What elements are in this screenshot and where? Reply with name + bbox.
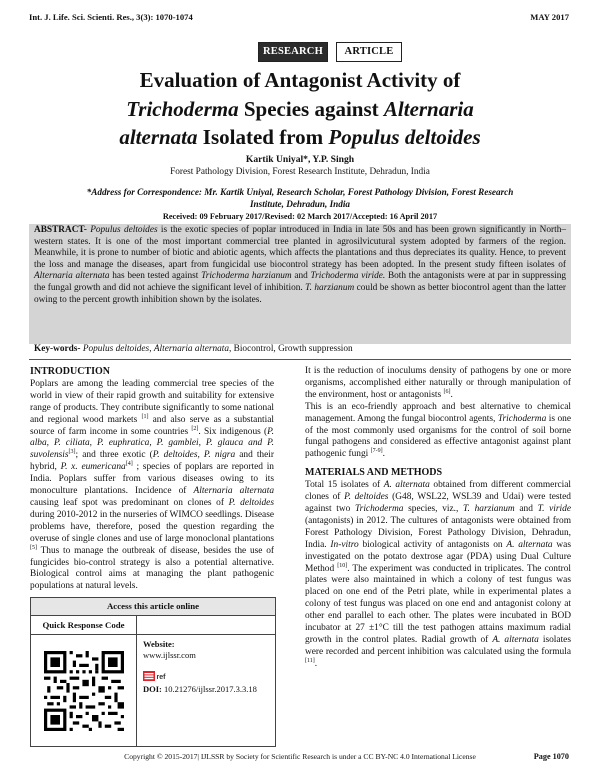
access-label-row	[31, 616, 275, 635]
introduction-heading: INTRODUCTION	[30, 366, 111, 377]
submission-dates: Received: 09 February 2017/Revised: 02 March 2017/Accepted: 16 April 2017	[162, 212, 438, 221]
methods-heading: MATERIALS AND METHODS	[305, 467, 443, 479]
qr-code-icon	[44, 651, 124, 731]
abstract-label: ABSTRACT-	[34, 225, 87, 235]
crossref-logo-text: ref	[156, 674, 166, 681]
access-body	[31, 635, 275, 746]
crossref-logo-icon	[143, 671, 173, 681]
qr-code[interactable]	[31, 635, 137, 746]
journal-citation: Int. J. Life. Sci. Scienti. Res., 3(3): 1070-1074	[29, 12, 193, 22]
website-link[interactable]: www.ijlssr.com	[143, 650, 196, 660]
doi-label: DOI:	[143, 684, 162, 694]
website-label: Website:	[143, 639, 175, 649]
research-tag: RESEARCH	[258, 42, 328, 62]
ecofriendly-paragraph: This is an eco-friendly approach and best alternative to chemical management. Among the fungal biocontrol agents, Trichoderma is one of the most commonly used organisms for the control of soil borne fungal pathogens and considered as effective antagonist against plant pathogenic fungi [7-9].	[305, 401, 571, 460]
methods-paragraph: Total 15 isolates of A. alternata obtained from different commercial clones of P. deltoides (G48, WSL22, WSL39 and Udai) were tested against two Trichoderma species, viz., T. harzianum and T. viride (antagonists) in 2012. The cultures of antagonists were obtained from Forest Pathology Division, Forest Pathology Division, Dehradun, India. In-vitro biological activity of antagonists on A. alternata was investigated on the potato dextrose agar (PDA) using Dual Culture Method [10]. The experiment was conducted in triplicates. The control plates were also maintained in which a colony of test fungus was placed on one end of the Petri plate, while in experimental plates a colony of test fungus was placed on one end and antagonist colony at other end parallel to each other. The plates were incubated in BOD incubator at 27 ±1°C till the test pathogen attains maximum radial growth in the control plates. Radial growth of A. alternata isolates were recorded and percent inhibition was calculated using the formula [11].	[305, 480, 572, 669]
copyright-footer: Copyright © 2015-2017| IJLSSR by Society for Scientific Research is under a CC BY-NC 4.0 International License	[124, 752, 476, 761]
page-number: Page 1070	[533, 752, 569, 761]
doi-link[interactable]: 10.21276/ijlssr.2017.3.3.18	[164, 684, 257, 694]
right-column	[305, 366, 571, 671]
introduction-paragraph: Poplars are among the leading commercial tree species of the world in view of their rapid growth and suitability for extensive range of products. They contribute significantly to some national and regional wood markets [1] and also serve as a substantial source of farm income in some countries [2]. Six indigenous (P. alba, P. ciliata, P. euphratica, P. gamblei, P. glauca and P. suvolensis[3]; and three exotic (P. deltoides, P. nigra and their hybrid, P. x. eumericana[4] ; species of poplars are reported in India. Poplars suffer from various diseases owing to its monoculture plantations. Incidence of Alternaria alternata causing leaf spot was predominant on clones of P. deltoides during 2010-2012 in the nurseries of WIMCO seedlings. Disease problems have, therefore, posed the question regarding the overuse of single clones and use of large monoclonal plantations [5] Thus to manage the outbreak of disease, besides the use of fungicides bio-control strategy is also a potential alternative. Biological control aims at managing the plant pathogenic populations at natural levels.	[30, 378, 275, 592]
keywords-label: Key-words-	[34, 344, 81, 354]
paper-title	[30, 66, 570, 152]
access-article-box	[30, 597, 276, 747]
qr-label: Quick Response Code	[31, 616, 137, 634]
title-line-1: Evaluation of Antagonist Activity of	[139, 68, 461, 92]
access-info	[137, 635, 275, 746]
abstract: ABSTRACT- Populus deltoides is the exotic species of poplar introduced in India in late 50s and has been grown significantly in North– western states. It is one of the most important commercial tree planted in agrosilvicutural system adopted by farmers of the region. Meanwhile, it is prone to number of biotic and abiotic agents, which affects the plantations and thus depreciates its quality. Hence, to prevent the loss and manage the diseases, apart from fungicidal use biocontrol strategy has been adopted. In the present study fifteen isolates of Alternaria alternata has been tested against Trichoderma harzianum and Trichoderma viride. Both the antagonists were at par in suppressing the fungal growth and did not achieve the significant level of inhibition. T. harzianum could be shown as better biocontrol agent than the latter owing to the percent growth inhibition shown by the isolates.	[34, 225, 567, 305]
introduction-column	[30, 366, 274, 593]
access-blank-cell	[137, 616, 275, 634]
access-heading: Access this article online	[31, 598, 275, 616]
affiliation: Forest Pathology Division, Forest Research Institute, Dehradun, India	[170, 167, 430, 177]
correspondence-address: *Address for Correspondence: Mr. Kartik Uniyal, Research Scholar, Forest Pathology Division, Forest Research Institute, Dehradun, India	[86, 187, 514, 209]
reduction-paragraph: It is the reduction of inoculums density of pathogens by one or more organisms, accomplished either naturally or through manipulation of the environment, host or antagonists [6].	[305, 366, 571, 400]
keywords: Key-words- Populus deltoides, Alternaria alternata, Biocontrol, Growth suppression	[34, 344, 353, 354]
authors: Kartik Uniyal*, Y.P. Singh	[245, 154, 355, 165]
title-line-3: alternata Isolated from Populus deltoides	[119, 125, 481, 149]
title-line-2: Trichoderma Species against Alternaria	[126, 96, 474, 121]
article-tag: ARTICLE	[336, 42, 402, 62]
section-divider	[29, 359, 571, 360]
issue-date: MAY 2017	[530, 12, 569, 22]
